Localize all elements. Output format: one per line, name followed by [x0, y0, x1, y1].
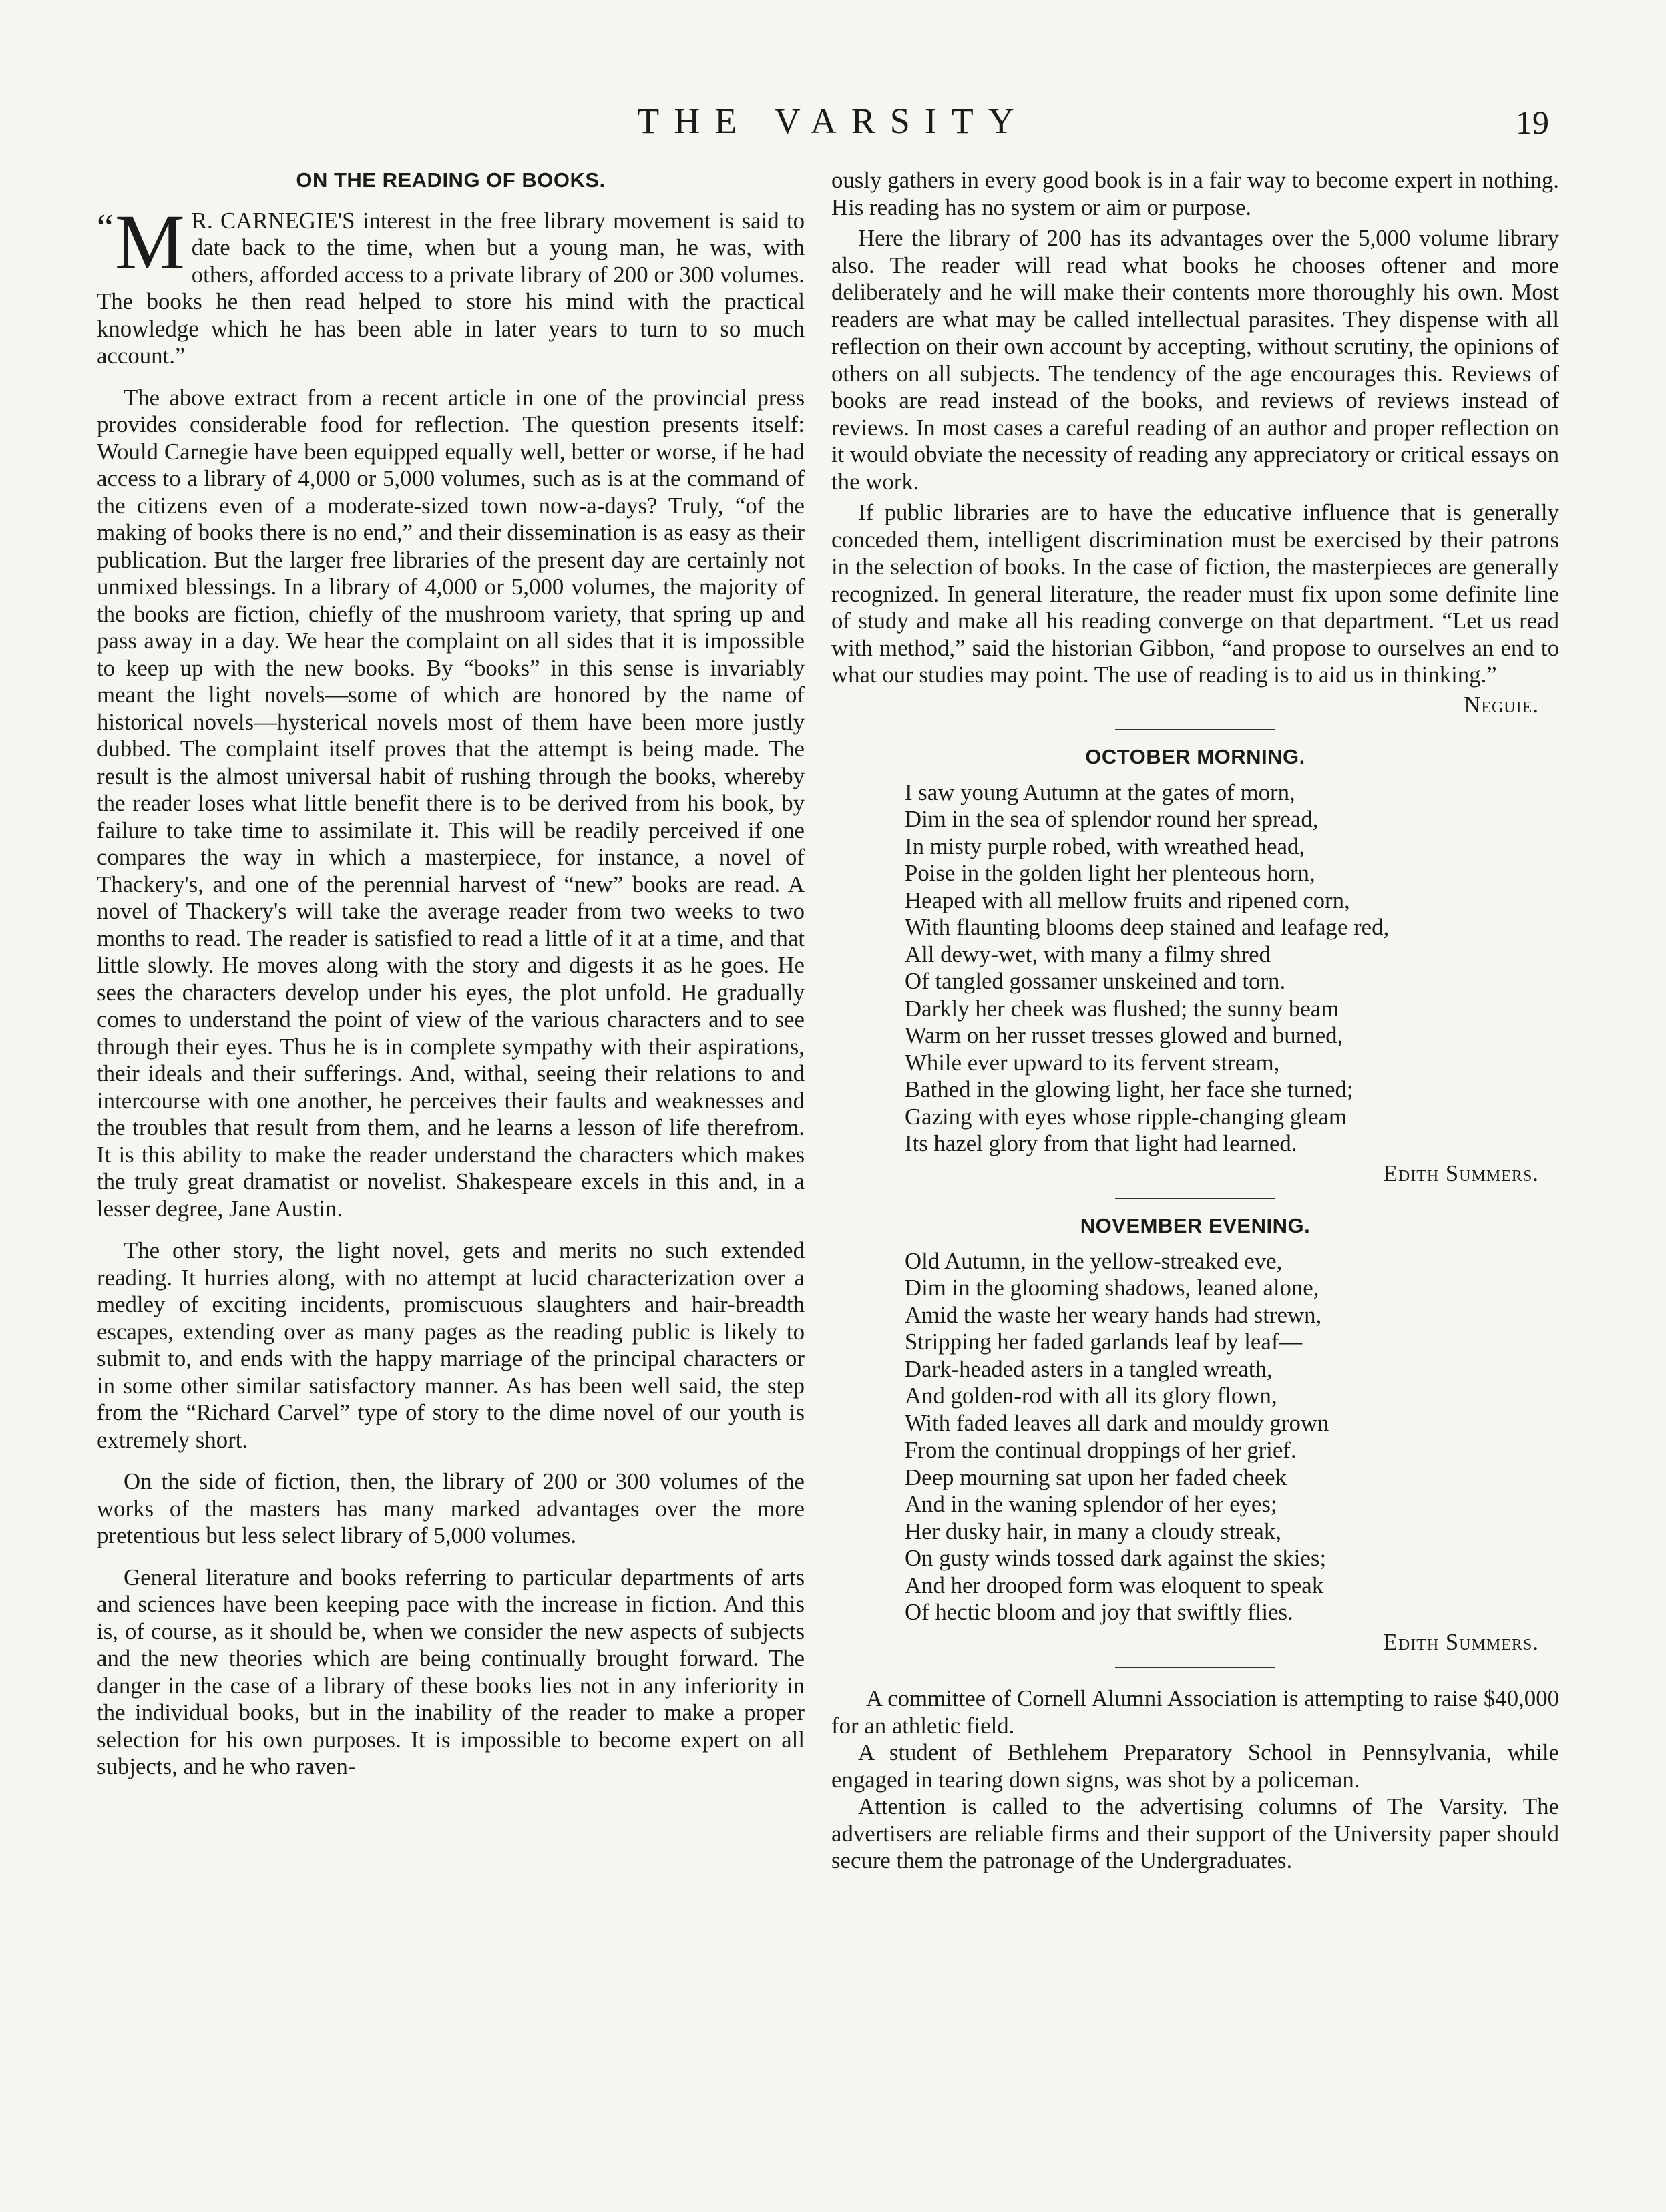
poem-line: On gusty winds tossed dark against the skies; [905, 1545, 1327, 1571]
poem-line: Of tangled gossamer unskeined and torn. [905, 968, 1286, 994]
poem-line: Heaped with all mellow fruits and ripened corn, [905, 887, 1350, 913]
article-paragraph: General literature and books referring to particular departments of arts and sciences have been keeping pace with the increase in fiction. And this is, of course, as it should be, when we consider the new aspects of subjects and the new theories which are being continually brought forward. The danger in the case of a library of these books lies not in any inferiority in the individual books, but in the inability of the reader to make a proper selection for his own purposes. It is impossible to become expert on all subjects, and he who raven- [97, 1564, 805, 1779]
section-divider [1115, 1667, 1275, 1668]
news-notes [831, 1685, 1559, 1875]
poem-line: Dim in the glooming shadows, leaned alone, [905, 1275, 1319, 1301]
poem-line: In misty purple robed, with wreathed head, [905, 833, 1305, 859]
poem-line: Gazing with eyes whose ripple-changing gleam [905, 1103, 1347, 1130]
poem-october-morning [831, 779, 1559, 1158]
poem-line: And in the waning splendor of her eyes; [905, 1491, 1277, 1517]
poem-line: Bathed in the glowing light, her face she turned; [905, 1076, 1353, 1102]
news-item: A student of Bethlehem Preparatory School in Pennsylvania, while engaged in tearing down signs, was shot by a policeman. [831, 1739, 1559, 1793]
poem-line: Her dusky hair, in many a cloudy streak, [905, 1518, 1281, 1544]
news-item: Attention is called to the advertising columns of The Varsity. The advertisers are reliable firms and their support of the University paper should secure them the patronage of the Undergraduates. [831, 1793, 1559, 1873]
poem-line: While ever upward to its fervent stream, [905, 1049, 1280, 1076]
right-column [831, 167, 1559, 1875]
article-paragraph: Here the library of 200 has its advantages over the 5,000 volume library also. The reader will read what books he chooses oftener and more deliberately and he will make their contents more thoroughly his own. Most readers are what may be called intellectual parasites. They dispense with all reflection on their own account by accepting, without scrutiny, the opinions of others on all subjects. The tendency of the age encourages this. Reviews of books are read instead of the books, and reviews of reviews instead of reviews. In most cases a careful reading of an author and proper reflection on it would obviate the necessity of reading any appreciatory or critical essays on the work. [831, 225, 1559, 495]
article-paragraph: On the side of fiction, then, the library of 200 or 300 volumes of the works of the masters has many marked advantages over the more pretentious but less select library of 5,000 volumes. [97, 1468, 805, 1548]
poem-author: Edith Summers. [1383, 1160, 1539, 1186]
section-divider [1115, 1198, 1275, 1199]
article-opening [97, 198, 805, 370]
poem-line: Darkly her cheek was flushed; the sunny beam [905, 995, 1339, 1022]
article-signature: Neguie. [1464, 691, 1539, 718]
page-number: 19 [1516, 103, 1549, 141]
opening-quote: “ [97, 206, 114, 248]
poem-line: Its hazel glory from that light had learned. [905, 1130, 1297, 1156]
poem-line: Stripping her faded garlands leaf by leaf— [905, 1329, 1303, 1355]
poem-line: With faded leaves all dark and mouldy grown [905, 1409, 1329, 1436]
left-column [97, 167, 805, 1781]
poem-line: Old Autumn, in the yellow-streaked eve, [905, 1247, 1283, 1274]
poem-line: Deep mourning sat upon her faded cheek [905, 1464, 1287, 1490]
article-paragraph: The above extract from a recent article in one of the provincial press provides considerable food for reflection. The question presents itself: Would Carnegie have been equipped equally well, better or worse, if he had access to a library of 4,000 or 5,000 volumes, such as is at the command of the citizens even of a moderate-sized town now-a-days? Truly, “of the making of books there is no end,” and their dissemination is as easy as their publication. But the larger free libraries of the present day are certainly not unmixed blessings. In a library of 4,000 or 5,000 volumes, the majority of the books are fiction, chiefly of the mushroom variety, that spring up and pass away in a day. We hear the complaint on all sides that it is impossible to keep up with the new books. By “books” in this sense is invariably meant the light novels—some of which are honored by the name of historical novels—hysterical novels most of them have been more justly dubbed. The complaint itself proves that the attempt is being made. The result is the almost universal habit of rushing through the books, whereby the reader loses what little benefit there is to be derived from his book, by failure to take time to assimilate it. This will be readily perceived if one compares the way in which a masterpiece, for instance, a novel of Thackery's, and one of the perennial harvest of “new” books are read. A novel of Thackery's will take the average reader from two weeks to two months to read. The reader is satisfied to read a little of it at a time, and that little slowly. He moves along with the story and digests it as he goes. He sees the characters develop under his eyes, the plot unfold. He gradually comes to understand the point of view of the various characters and to see through their eyes. Thus he is in complete sympathy with their aspirations, their ideals and their sufferings. And, withal, seeing their relations to and intercourse with one another, he perceives their faults and weaknesses and the troubles that result from them, and he learns a lesson of life therefrom. It is this ability to make the reader understand the characters which makes the truly great dramatist or novelist. Shakespeare excels in this and, in a lesser degree, Jane Austin. [97, 384, 805, 1222]
poem-line: All dewy-wet, with many a filmy shred [905, 941, 1271, 967]
article-title: ON THE READING OF BOOKS. [296, 168, 606, 192]
article-paragraph: R. CARNEGIE'S interest in the free library movement is said to date back to the time, when but a young man, he was, with others, afforded access to a private library of 200 or 300 volumes. The books he then read helped to store his mind with the practical knowledge which he has been able in later years to turn to so much account.” [97, 207, 805, 369]
poem-author: Edith Summers. [1383, 1628, 1539, 1655]
poem-line: Dim in the sea of splendor round her spread, [905, 806, 1319, 832]
poem-november-evening [831, 1248, 1559, 1626]
newspaper-title: THE VARSITY [637, 101, 1029, 141]
article-paragraph: ously gathers in every good book is in a fair way to become expert in nothing. His reading has no system or aim or purpose. [831, 167, 1559, 220]
poem-line: Of hectic bloom and joy that swiftly flies. [905, 1599, 1293, 1625]
masthead [0, 100, 1666, 147]
poem-line: And golden-rod with all its glory flown, [905, 1383, 1277, 1409]
drop-cap: M [114, 198, 185, 286]
news-item: A committee of Cornell Alumni Association is attempting to raise $40,000 for an athletic field. [831, 1685, 1559, 1739]
poem-line: From the continual droppings of her grief. [905, 1437, 1297, 1463]
poem-line: Warm on her russet tresses glowed and burned, [905, 1022, 1343, 1048]
poem-line: And her drooped form was eloquent to speak [905, 1572, 1324, 1598]
poem-title: NOVEMBER EVENING. [1080, 1214, 1311, 1237]
poem-line: I saw young Autumn at the gates of morn, [905, 779, 1295, 805]
article-paragraph: If public libraries are to have the educative influence that is generally conceded them, intelligent discrimination must be exercised by their patrons in the selection of books. In the case of fiction, the masterpieces are generally recognized. In general literature, the reader must fix upon some definite line of study and make all his reading converge on that department. “Let us read with method,” said the historian Gibbon, “and propose to ourselves an end to what our studies may point. The use of reading is to aid us in thinking.” [831, 499, 1559, 688]
section-divider [1115, 729, 1275, 730]
poem-line: Amid the waste her weary hands had strewn, [905, 1301, 1322, 1328]
poem-line: Poise in the golden light her plenteous horn, [905, 860, 1315, 886]
poem-line: With flaunting blooms deep stained and leafage red, [905, 914, 1390, 940]
article-paragraph: The other story, the light novel, gets and merits no such extended reading. It hurries along, with no attempt at lucid characterization over a medley of exciting incidents, promiscuous slaughters and hair-breadth escapes, extending over as many pages as the reading public is likely to submit to, and ends with the happy marriage of the principal characters or in some other similar satisfactory manner. As has been well said, the step from the “Richard Carvel” type of story to the dime novel of our youth is extremely short. [97, 1237, 805, 1453]
poem-title: OCTOBER MORNING. [1085, 745, 1305, 768]
poem-line: Dark-headed asters in a tangled wreath, [905, 1355, 1273, 1382]
